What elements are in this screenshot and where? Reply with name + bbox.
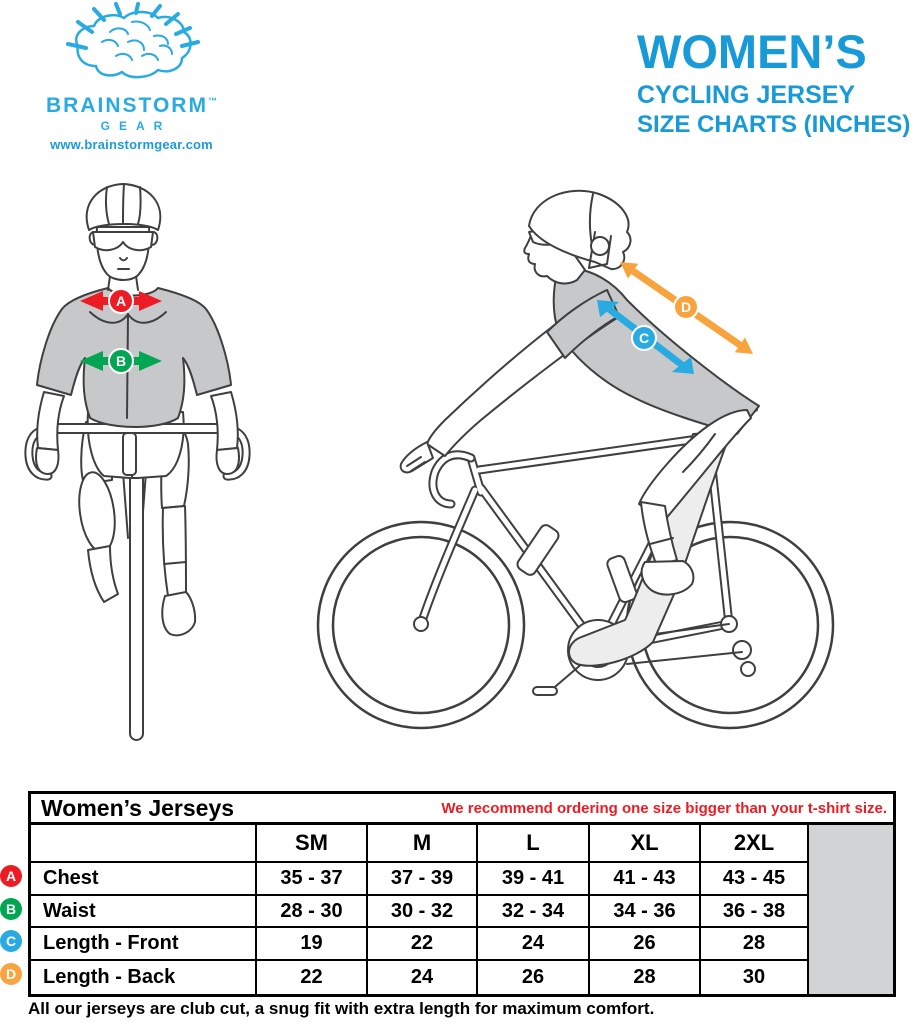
table-badge-b: B: [0, 898, 22, 920]
column-header-2xl: 2XL: [701, 825, 809, 863]
table-badge-c: C: [0, 930, 22, 952]
header-spacer-cell: [31, 825, 257, 863]
front-wheel-edge: [130, 472, 143, 740]
brain-logo-icon: [32, 2, 232, 86]
length-back-xl: 28: [590, 961, 701, 994]
waist-l: 32 - 34: [478, 896, 590, 928]
waist-m: 30 - 32: [368, 896, 478, 928]
derailleur: [733, 641, 751, 659]
marker-b-badge: B: [108, 348, 134, 374]
length-front-2xl: 28: [701, 928, 809, 961]
table-badge-d: D: [0, 963, 22, 985]
row-label-waist: Waist: [31, 896, 257, 928]
front-view-cyclist-illustration: [20, 172, 255, 777]
column-header-xl: XL: [590, 825, 701, 863]
length-back-m: 24: [368, 961, 478, 994]
column-header-sm: SM: [257, 825, 368, 863]
raised-knee: [75, 470, 120, 554]
logo-sub-text: GEAR: [100, 119, 172, 133]
logo-brand-text: BRAINSTORM™: [46, 94, 217, 117]
column-header-m: M: [368, 825, 478, 863]
table-badge-a: A: [0, 865, 22, 887]
waist-sm: 28 - 30: [257, 896, 368, 928]
waist-2xl: 36 - 38: [701, 896, 809, 928]
table-title-row: [31, 794, 893, 825]
fit-note: All our jerseys are club cut, a snug fit with extra length for maximum comfort.: [28, 999, 655, 1018]
side-view-cyclist-illustration: [295, 172, 915, 782]
chest-m: 37 - 39: [368, 863, 478, 896]
size-recommendation-note: We recommend ordering one size bigger than your t-shirt size.: [441, 799, 887, 817]
jersey-side: [554, 268, 759, 434]
marker-c-badge: C: [631, 325, 657, 351]
row-label-chest: Chest: [31, 863, 257, 896]
table-title: Women’s Jerseys: [41, 794, 235, 821]
length-front-l: 24: [478, 928, 590, 961]
brainstorm-gear-logo: [24, 2, 239, 152]
length-back-l: 26: [478, 961, 590, 994]
length-front-sm: 19: [257, 928, 368, 961]
size-chart-table: [28, 791, 896, 997]
logo-url-link[interactable]: www.brainstormgear.com: [50, 137, 213, 152]
ear: [591, 237, 609, 255]
column-header-l: L: [478, 825, 590, 863]
length-front-m: 22: [368, 928, 478, 961]
cycling-shoe: [642, 561, 694, 595]
row-label-length-front: Length - Front: [31, 928, 257, 961]
length-back-2xl: 30: [701, 961, 809, 994]
marker-d-badge: D: [673, 294, 699, 320]
trademark-symbol: ™: [207, 96, 217, 106]
title-line-1: WOMEN’S: [637, 25, 867, 78]
chest-xl: 41 - 43: [590, 863, 701, 896]
title-line-3: SIZE CHARTS (INCHES): [637, 111, 911, 138]
length-front-xl: 26: [590, 928, 701, 961]
waist-xl: 34 - 36: [590, 896, 701, 928]
marker-a-badge: A: [108, 288, 134, 314]
title-line-2: CYCLING JERSEY: [637, 81, 856, 109]
chest-2xl: 43 - 45: [701, 863, 809, 896]
cyclist-shoe: [162, 592, 195, 635]
chest-l: 39 - 41: [478, 863, 590, 896]
empty-gray-column: [809, 825, 893, 994]
page-title: [637, 25, 919, 140]
chest-sm: 35 - 37: [257, 863, 368, 896]
row-label-length-back: Length - Back: [31, 961, 257, 994]
length-back-sm: 22: [257, 961, 368, 994]
